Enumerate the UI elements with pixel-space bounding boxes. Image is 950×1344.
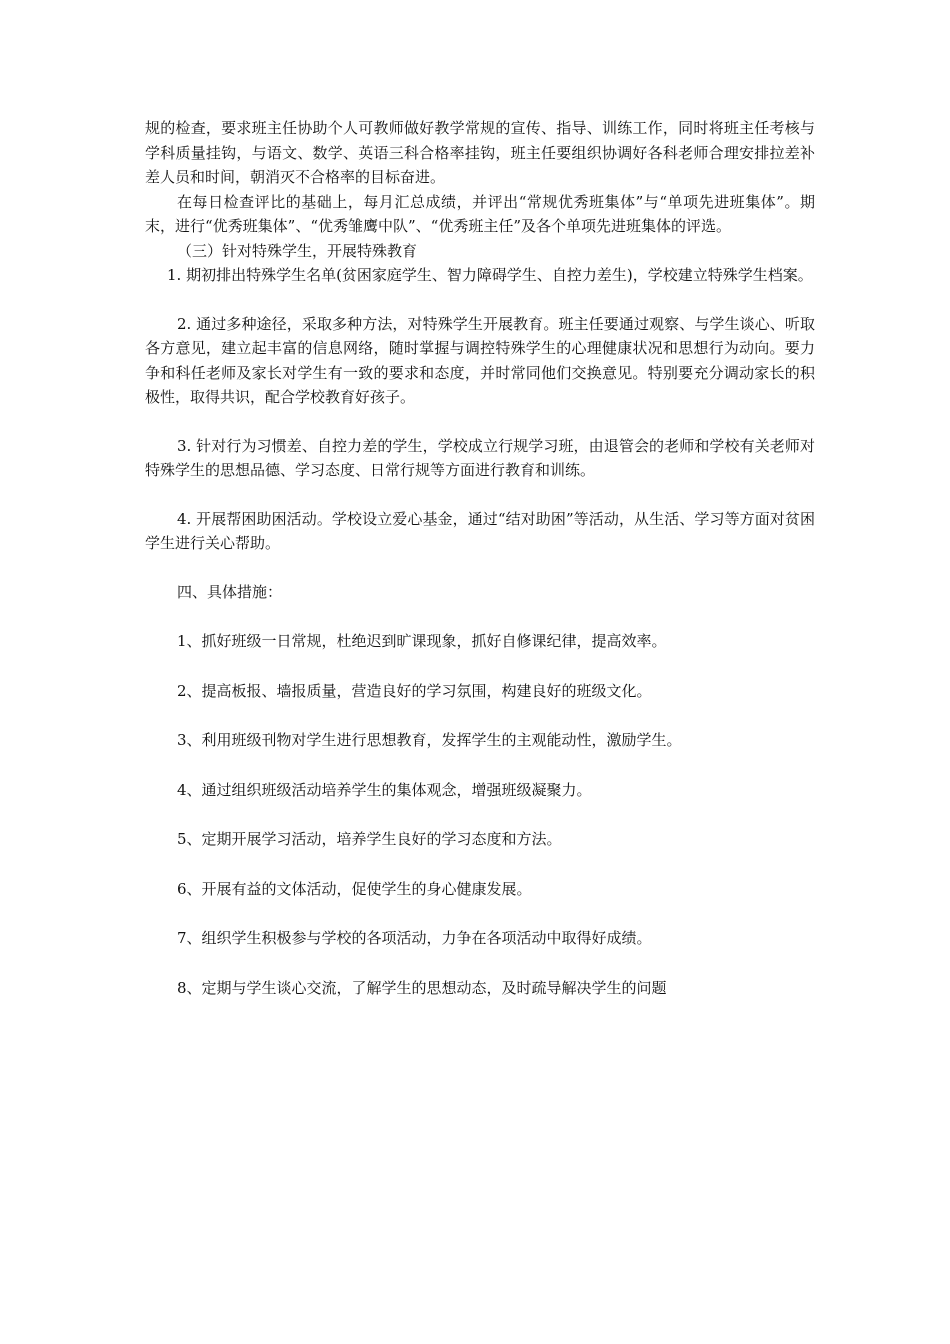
paragraph-special-list: 1. 期初排出特殊学生名单(贫困家庭学生、智力障碍学生、自控力差生)，学校建立特殊学生档案。 <box>167 266 813 284</box>
measure-item: 2、提高板报、墙报质量，营造良好的学习氛围，构建良好的班级文化。 <box>177 681 652 700</box>
measure-item: 8、定期与学生谈心交流，了解学生的思想动态，及时疏导解决学生的问题 <box>177 978 667 997</box>
measure-item: 1、抓好班级一日常规，杜绝迟到旷课现象，抓好自修课纪律，提高效率。 <box>177 632 667 650</box>
paragraph-monthly-evaluation: 在每日检查评比的基础上，每月汇总成绩，并评出“常规优秀班集体”与“单项先进班集体”。期末，进行“优秀班集体”、“优秀雏鹰中队”、“优秀班主任”及各个单项先进班集体的评选。 <box>145 192 815 235</box>
measure-item: 4、通过组织班级活动培养学生的集体观念，增强班级凝聚力。 <box>177 780 592 799</box>
document-page <box>145 116 815 1000</box>
measure-item: 6、开展有益的文体活动，促使学生的身心健康发展。 <box>177 879 532 898</box>
paragraph-aid-activities: 4. 开展帮困助困活动。学校设立爱心基金，通过“结对助困”等活动，从生活、学习等方面对贫困学生进行关心帮助。 <box>145 509 815 552</box>
measure-item: 3、利用班级刊物对学生进行思想教育，发挥学生的主观能动性，激励学生。 <box>177 731 682 749</box>
paragraph-class-teacher-checks: 规的检查，要求班主任协助个人可教师做好教学常规的宣传、指导、训练工作，同时将班主任考核与学科质量挂钩，与语文、数学、英语三科合格率挂钩，班主任要组织协调好各科老师合理安排拉差补差人员和时间，朝消灭不合格率的目标奋进。 <box>145 119 815 186</box>
measure-item: 7、组织学生积极参与学校的各项活动，力争在各项活动中取得好成绩。 <box>177 929 652 947</box>
paragraph-behavior-class: 3. 针对行为习惯差、自控力差的学生，学校成立行规学习班，由退管会的老师和学校有关老师对特殊学生的思想品德、学习态度、日常行规等方面进行教育和训练。 <box>145 436 815 479</box>
measure-item: 5、定期开展学习活动，培养学生良好的学习态度和方法。 <box>177 830 562 848</box>
section-heading-special-students: （三）针对特殊学生，开展特殊教育 <box>177 241 418 260</box>
section-heading-measures: 四、具体措施： <box>177 582 283 601</box>
paragraph-multiple-approaches: 2. 通过多种途径，采取多种方法，对特殊学生开展教育。班主任要通过观察、与学生谈心、听取各方意见，建立起丰富的信息网络，随时掌握与调控特殊学生的心理健康状况和思想行为动向。要力争和科任老师及家长对学生有一致的要求和态度，并时常同他们交换意见。特别要充分调动家长的积极性，取得共识，配合学校教育好孩子。 <box>145 314 815 406</box>
